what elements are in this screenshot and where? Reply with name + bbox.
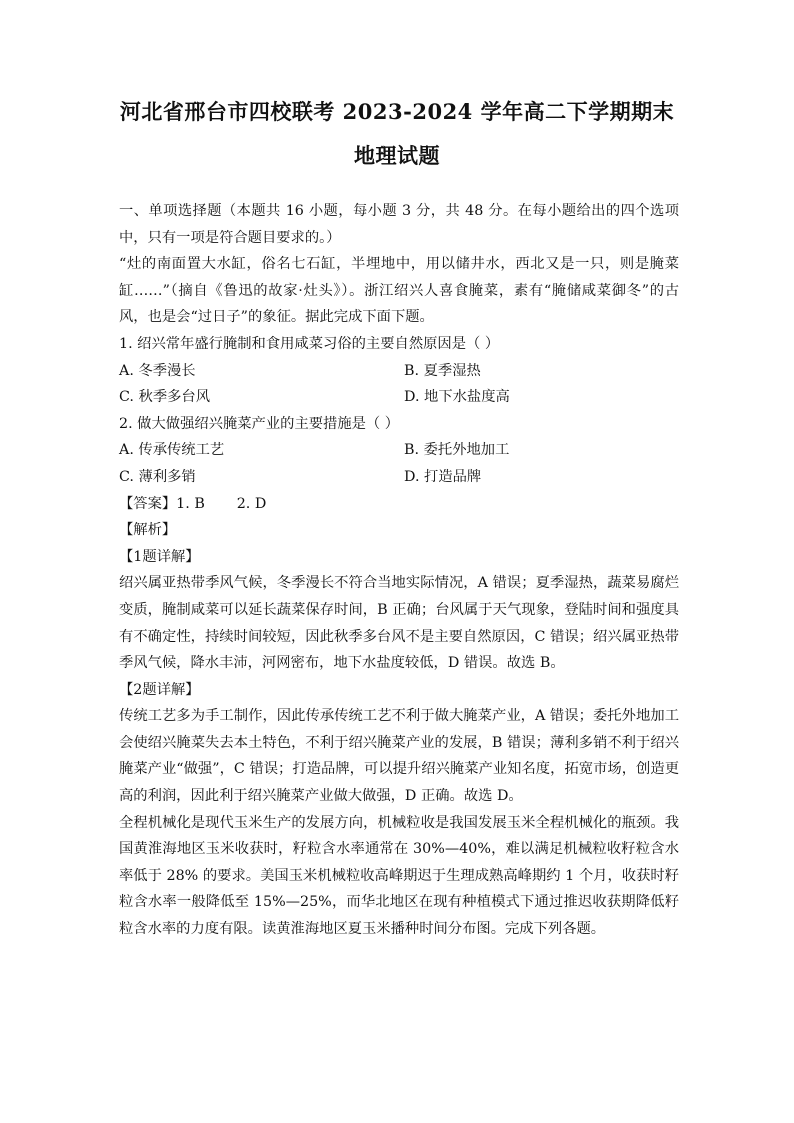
detail-2-text: 传统工艺多为手工制作，因此传承传统工艺不利于做大腌菜产业，A 错误；委托外地加工会使绍兴腌菜失去本土特色，不利于绍兴腌菜产业的发展，B 错误；薄利多销不利于绍兴腌菜产业“做强”，C 错误；打造品牌，可以提升绍兴腌菜产业知名度，拓宽市场，创造更高的利润，因此利于绍兴腌菜产业做大做强，D 正确。故选 D。	[119, 708, 679, 805]
question-2-option-d: D. 打造品牌	[404, 468, 482, 485]
question-1-option-b: B. 夏季湿热	[404, 362, 481, 379]
question-2-option-b: B. 委托外地加工	[404, 442, 510, 459]
question-1-option-a: A. 冬季漫长	[119, 362, 196, 379]
document-title: 河北省邢台市四校联考 2023-2024 学年高二下学期期末	[119, 99, 675, 124]
question-1-options-row-1	[119, 358, 679, 385]
question-2-options-row-2	[119, 464, 679, 491]
document-subtitle: 地理试题	[354, 143, 440, 168]
detail-1-label: 【1题详解】	[119, 548, 200, 565]
question-2-option-c: C. 薄利多销	[119, 468, 196, 485]
question-1-option-d: D. 地下水盐度高	[404, 389, 510, 406]
detail-1-text: 绍兴属亚热带季风气候，冬季漫长不符合当地实际情况，A 错误；夏季湿热，蔬菜易腐烂变质，腌制咸菜可以延长蔬菜保存时间，B 正确；台风属于天气现象，登陆时间和强度具有不确定性，持续时间较短，因此秋季多台风不是主要自然原因，C 错误；绍兴属亚热带季风气候，降水丰沛，河网密布，地下水盐度较低，D 错误。故选 B。	[119, 575, 679, 672]
detail-2-label: 【2题详解】	[119, 681, 200, 698]
question-1-options-row-2	[119, 384, 679, 411]
answer-line: 【答案】1. B 2. D	[119, 495, 267, 512]
question-2-option-a: A. 传承传统工艺	[119, 442, 225, 459]
analysis-label: 【解析】	[119, 522, 177, 539]
section-heading: 一、单项选择题（本题共 16 小题，每小题 3 分，共 48 分。在每小题给出的四个选项中，只有一项是符合题目要求的。）	[119, 203, 679, 246]
question-2-options-row-1	[119, 437, 679, 464]
question-1-stem: 1. 绍兴常年盛行腌制和食用咸菜习俗的主要自然原因是（ ）	[119, 335, 500, 352]
passage-1: “灶的南面置大水缸，俗名七石缸，半埋地中，用以储井水，西北又是一只，则是腌菜缸……”（摘自《鲁迅的故家·灶头》）。浙江绍兴人喜食腌菜，素有“腌储咸菜御冬”的古风，也是会“过日子”的象征。据此完成下面下题。	[119, 256, 679, 326]
question-2-stem: 2. 做大做强绍兴腌菜产业的主要措施是（ ）	[119, 415, 400, 432]
document-body	[119, 198, 679, 943]
question-1-option-c: C. 秋季多台风	[119, 389, 211, 406]
passage-2: 全程机械化是现代玉米生产的发展方向，机械粒收是我国发展玉米全程机械化的瓶颈。我国黄淮海地区玉米收获时，籽粒含水率通常在 30%—40%，难以满足机械粒收籽粒含水率低于 28% 的要求。美国玉米机械粒收高峰期迟于生理成熟高峰期约 1 个月，收获时籽粒含水率一般降低至 15%—25%，而华北地区在现有种植模式下通过推迟收获期降低籽粒含水率的力度有限。读黄淮海地区夏玉米播种时间分布图。完成下列各题。	[119, 814, 679, 938]
